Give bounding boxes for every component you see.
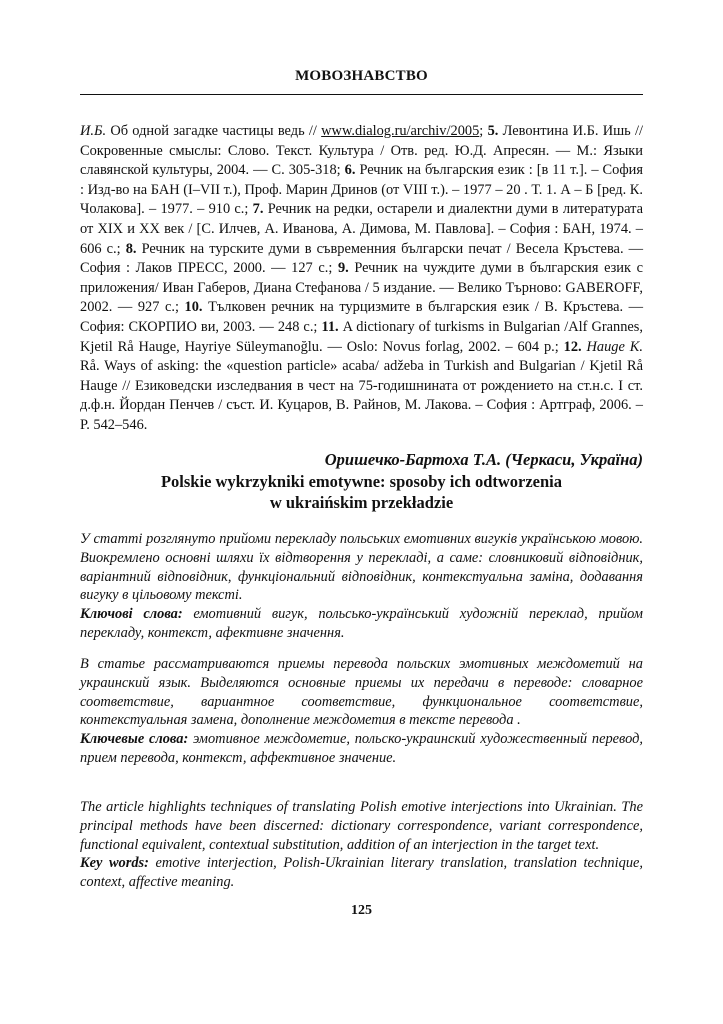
- keywords-label: Key words:: [80, 855, 149, 872]
- reference-number: 9.: [337, 260, 349, 277]
- article-title: [80, 471, 643, 513]
- article-title-line-2: w ukraińskim przekładzie: [269, 493, 454, 512]
- reference-number: 8.: [125, 240, 137, 257]
- article-author: Оришечко-Бартоха Т.А. (Черкаси, Україна): [324, 450, 643, 469]
- reference-number: 10.: [184, 299, 203, 316]
- references-list: [80, 122, 643, 436]
- keywords-label: Ключові слова:: [80, 606, 183, 623]
- keywords-label: Ключевые слова:: [80, 731, 189, 748]
- reference-text: Левонтина И.Б. Ишь // Сокровенные смыслы: Слово. Текст. Культура / Отв. ред. Ю.Д. Апресян. ― М.: Языки славянской культуры, 2004. ― С. 305-318;: [80, 123, 643, 179]
- header-rule: [80, 94, 643, 95]
- reference-text: Об одной загадке частицы ведь //: [106, 123, 322, 139]
- abstract-russian: [80, 655, 643, 768]
- reference-text: Речник на българския език : [в 11 т.]. – София : Изд-во на БАН (I–VII т.), Проф. Марин Дринов (от VIII т.). – 1977 – 20 . Т. 1. А – Б [ред. К. Чолакова]. – 1977. – 910 с.;: [80, 162, 643, 218]
- keywords-text: emotive interjection, Polish-Ukrainian literary translation, translation technique, context, affective meaning.: [80, 855, 644, 891]
- reference-text: И.Б.: [80, 123, 107, 139]
- reference-text: Речник на турските думи в съвременния български печат / Весела Кръстева. ― София : Лаков ПРЕСС, 2000. ― 127 с.;: [80, 240, 643, 277]
- reference-text: A dictionary of turkisms in Bulgarian /Alf Grannes, Kjetil Rå Hauge, Hayriye Süleymanoğlu. ― Oslo: Novus forlag, 2002. – 604 р.;: [80, 318, 644, 355]
- abstract-ukrainian: [80, 530, 643, 643]
- reference-number: 11.: [321, 318, 339, 335]
- reference-text: ;: [479, 123, 488, 139]
- reference-text: Rå. Ways of asking: the «question particle» acaba/ adžeba in Turkish and Bulgarian / Kjetil Rå Hauge // Езиковедски изследвания в чест на 75-годишнината от рождението на ст.н.с. I ст. д.ф.н. Йордан Пенчев / съст. И. Куцаров, В. Райнов, М. Лакова. – София : Артграф, 2006. – Р. 542–546.: [80, 358, 643, 433]
- abstract-text: У статті розглянуто прийоми перекладу польських емотивних вигуків українською мовою. Виокремлено основні шляхи їх відтворення у перекладі, а саме: словниковий відповідник, варіантний відповідник, функціональний відповідник, контекстуальна заміна, додавання вигуку в цільовому тексті.: [80, 531, 643, 604]
- keywords-text: эмотивное междометие, польско-украинский художественный перевод, прием перевода, контекст, аффективное значение.: [80, 731, 643, 766]
- keywords-text: емотивний вигук, польсько-український художній переклад, прийом перекладу, контекст, афективне значення.: [80, 606, 643, 641]
- reference-number: 6.: [344, 162, 356, 179]
- reference-text: Речник на чуждите думи в българския език с приложения/ Иван Габеров, Диана Стефанова / 5 издание. ― Велико Търново: GABEROFF, 2002. ― 927 с.;: [80, 260, 643, 316]
- abstract-text: В статье рассматриваются приемы перевода польских эмотивных междометий на украинский язык. Выделяются основные приемы их передачи в переводе: словарное соответствие, вариантное соответствие, функциональное соответствие, контекстуальная замена, дополнение междометия в тексте перевода .: [80, 656, 643, 729]
- reference-number: 5.: [487, 123, 499, 139]
- reference-text: Тълковен речник на турцизмите в българския език / В. Кръстева. ― София: СКОРПИО ви, 2003. ― 248 с.;: [80, 299, 643, 335]
- reference-number: 7.: [252, 201, 264, 218]
- abstract-text: The article highlights techniques of translating Polish emotive interjections into Ukrainian. The principal methods have been discerned: dictionary correspondence, variant correspondence, functional equivalent, contextual substitution, addition of an interjection in the target text.: [80, 799, 643, 853]
- article-title-line-1: Polskie wykrzykniki emotywne: sposoby ich odtworzenia: [160, 472, 563, 491]
- abstract-english: [80, 798, 643, 892]
- running-header: МОВОЗНАВСТВО: [295, 68, 428, 84]
- reference-link[interactable]: www.dialog.ru/archiv/2005: [321, 123, 480, 139]
- reference-text: Речник на редки, остарели и диалектни думи в литературата от XIX и XX век / [С. Илчев, А. Иванова, А. Димова, М. Павлова]. – София : БАН, 1974. – 606 с.;: [80, 201, 643, 257]
- reference-text: Hauge K.: [586, 338, 643, 355]
- reference-item: [80, 123, 488, 139]
- page-number: 125: [351, 903, 372, 918]
- reference-number: 12.: [563, 338, 582, 355]
